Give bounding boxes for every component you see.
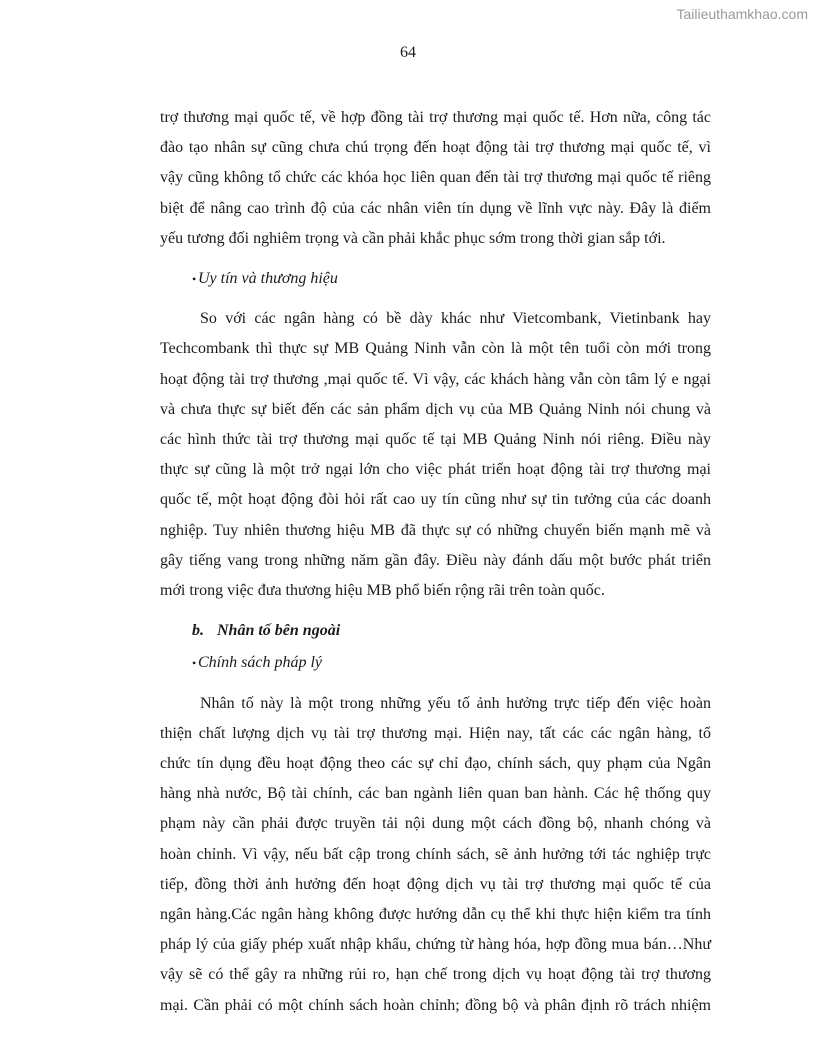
text-line: vậy sẽ có thể gây ra những rủi ro, hạn chế trong dịch vụ hoạt động tài trợ thương <box>160 966 711 984</box>
text-line: nghiệp. Tuy nhiên thương hiệu MB đã thực sự có những chuyển biến mạnh mẽ và <box>160 521 711 539</box>
watermark: Tailieuthamkhao.com <box>676 6 808 22</box>
text-line: các hình thức tài trợ thương mại quốc tế tại MB Quảng Ninh nói riêng. Điều này <box>160 431 711 449</box>
section-b-title: Nhân tố bên ngoài <box>217 622 341 640</box>
text-line: hoàn chỉnh. Vì vậy, nếu bất cập trong chính sách, sẽ ảnh hưởng tới tác nghiệp trực <box>160 845 711 863</box>
bullet-chinh-sach <box>160 648 711 678</box>
text-line: Techcombank thì thực sự MB Quảng Ninh vẫn còn là một tên tuổi còn mới trong <box>160 340 711 358</box>
text-line: quốc tế, một hoạt động đòi hỏi rất cao uy tín cũng như sự tin tưởng của các doanh <box>160 491 711 509</box>
text-line: mại. Cần phải có một chính sách hoàn chỉnh; đồng bộ và phân định rõ trách nhiệm <box>160 996 711 1014</box>
text-line: mới trong việc đưa thương hiệu MB phổ biến rộng rãi trên toàn quốc. <box>160 582 605 600</box>
bullet-dot-icon: • <box>192 272 197 287</box>
section-b-heading <box>160 616 711 646</box>
text-line: đào tạo nhân sự cũng chưa chú trọng đến hoạt động tài trợ thương mại quốc tế, vì <box>160 139 711 157</box>
text-line: hàng nhà nước, Bộ tài chính, các ban ngành liên quan ban hành. Các hệ thống quy <box>160 785 711 803</box>
text-line: phạm này cần phải được truyền tải nội dung một cách đồng bộ, nhanh chóng và <box>160 815 711 833</box>
bullet-label: Chính sách pháp lý <box>198 654 322 672</box>
paragraph-3 <box>160 689 711 1021</box>
text-line: thực sự cũng là một trở ngại lớn cho việc phát triển hoạt động tài trợ thương mại <box>160 461 711 479</box>
page-body <box>160 103 711 1021</box>
text-line: hoạt động tài trợ thương ,mại quốc tế. Vì vậy, các khách hàng vẫn còn tâm lý e ngại <box>160 370 711 388</box>
text-line: thiện chất lượng dịch vụ tài trợ thương mại. Hiện nay, tất các các ngân hàng, tổ <box>160 724 711 742</box>
text-line: Nhân tố này là một trong những yếu tố ảnh hưởng trực tiếp đến việc hoàn <box>200 694 711 712</box>
page-number: 64 <box>400 44 416 61</box>
text-line: biệt để nâng cao trình độ của các nhân viên tín dụng về lĩnh vực này. Đây là điểm <box>160 199 711 217</box>
text-line: trợ thương mại quốc tế, về hợp đồng tài trợ thương mại quốc tế. Hơn nữa, công tác <box>160 109 711 126</box>
text-line: và chưa thực sự biết đến các sản phẩm dịch vụ của MB Quảng Ninh nói chung và <box>160 400 711 418</box>
text-line: tiếp, đồng thời ảnh hưởng đến hoạt động dịch vụ tài trợ thương mại quốc tế của <box>160 875 711 893</box>
text-line: yếu tương đối nghiêm trọng và cần phải khắc phục sớm trong thời gian sắp tới. <box>160 229 666 247</box>
paragraph-2 <box>160 304 711 606</box>
text-line: gây tiếng vang trong những năm gần đây. Điều này đánh dấu một bước phát triển <box>160 551 711 569</box>
paragraph-1 <box>160 103 711 254</box>
bullet-uy-tin <box>160 264 711 294</box>
text-line: vậy cũng không tổ chức các khóa học liên quan đến tài trợ thương mại quốc tế riêng <box>160 169 711 187</box>
section-b-letter: b. <box>192 622 204 640</box>
text-line: ngân hàng.Các ngân hàng không được hướng dẫn cụ thể khi thực hiện kiểm tra tính <box>160 906 711 924</box>
bullet-label: Uy tín và thương hiệu <box>198 270 338 288</box>
text-line: chức tín dụng đều hoạt động theo các sự chỉ đạo, chính sách, quy phạm của Ngân <box>160 755 711 773</box>
text-line: pháp lý của giấy phép xuất nhập khẩu, chứng từ hàng hóa, hợp đồng mua bán…Như <box>160 936 711 954</box>
bullet-dot-icon: • <box>192 656 197 671</box>
text-line: So với các ngân hàng có bề dày khác như Vietcombank, Vietinbank hay <box>200 310 711 328</box>
